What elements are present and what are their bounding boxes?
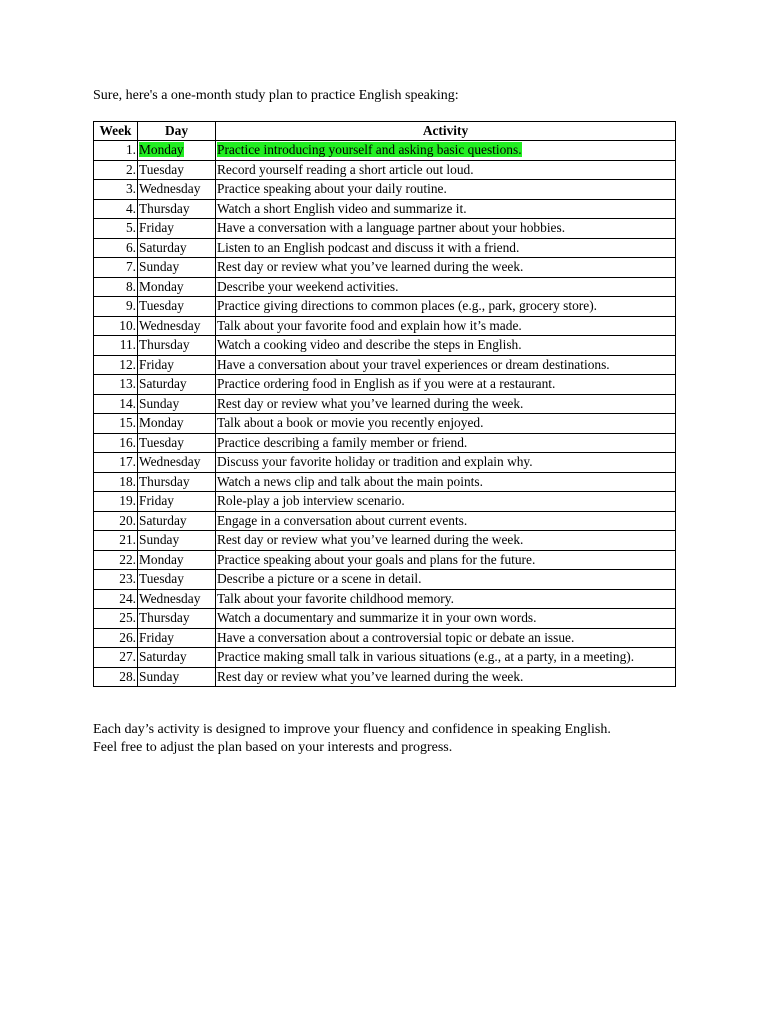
activity-cell: Listen to an English podcast and discuss it with a friend.	[216, 238, 676, 258]
week-cell: 20.	[94, 511, 138, 531]
highlighted-text: Practice introducing yourself and asking basic questions.	[217, 142, 522, 158]
table-row	[94, 648, 676, 668]
day-cell: Tuesday	[138, 570, 216, 590]
activity-cell: Record yourself reading a short article out loud.	[216, 160, 676, 180]
day-cell: Wednesday	[138, 589, 216, 609]
highlighted-text: Monday	[139, 142, 184, 158]
day-cell: Thursday	[138, 472, 216, 492]
week-cell: 5.	[94, 219, 138, 239]
table-row	[94, 550, 676, 570]
table-row	[94, 219, 676, 239]
activity-cell: Practice making small talk in various situations (e.g., at a party, in a meeting).	[216, 648, 676, 668]
activity-cell: Rest day or review what you’ve learned during the week.	[216, 394, 676, 414]
activity-cell: Practice ordering food in English as if you were at a restaurant.	[216, 375, 676, 395]
week-cell: 15.	[94, 414, 138, 434]
activity-cell: Discuss your favorite holiday or tradition and explain why.	[216, 453, 676, 473]
activity-cell: Talk about a book or movie you recently enjoyed.	[216, 414, 676, 434]
activity-cell: Have a conversation about a controversial topic or debate an issue.	[216, 628, 676, 648]
day-cell: Friday	[138, 219, 216, 239]
table-row	[94, 433, 676, 453]
activity-cell: Practice speaking about your goals and plans for the future.	[216, 550, 676, 570]
day-cell: Monday	[138, 414, 216, 434]
day-cell	[138, 141, 216, 161]
week-cell: 18.	[94, 472, 138, 492]
week-cell: 25.	[94, 609, 138, 629]
day-cell: Sunday	[138, 667, 216, 687]
table-row	[94, 414, 676, 434]
day-cell: Tuesday	[138, 297, 216, 317]
day-cell: Sunday	[138, 531, 216, 551]
day-cell: Saturday	[138, 375, 216, 395]
activity-cell: Describe your weekend activities.	[216, 277, 676, 297]
week-cell: 27.	[94, 648, 138, 668]
week-cell: 4.	[94, 199, 138, 219]
activity-cell: Watch a cooking video and describe the steps in English.	[216, 336, 676, 356]
week-cell: 2.	[94, 160, 138, 180]
table-row	[94, 277, 676, 297]
activity-cell: Talk about your favorite food and explain how it’s made.	[216, 316, 676, 336]
week-cell: 9.	[94, 297, 138, 317]
activity-cell: Engage in a conversation about current events.	[216, 511, 676, 531]
week-cell: 21.	[94, 531, 138, 551]
table-row	[94, 141, 676, 161]
table-row	[94, 180, 676, 200]
activity-cell: Have a conversation with a language partner about your hobbies.	[216, 219, 676, 239]
week-cell: 7.	[94, 258, 138, 278]
table-row	[94, 375, 676, 395]
table-row	[94, 570, 676, 590]
header-day: Day	[138, 122, 216, 141]
table-row	[94, 355, 676, 375]
week-cell: 16.	[94, 433, 138, 453]
table-row	[94, 336, 676, 356]
day-cell: Saturday	[138, 511, 216, 531]
activity-cell: Practice speaking about your daily routine.	[216, 180, 676, 200]
table-body	[94, 141, 676, 687]
day-cell: Wednesday	[138, 180, 216, 200]
week-cell: 26.	[94, 628, 138, 648]
activity-cell: Practice describing a family member or friend.	[216, 433, 676, 453]
study-plan-table	[93, 121, 676, 687]
table-row	[94, 511, 676, 531]
activity-cell: Watch a documentary and summarize it in your own words.	[216, 609, 676, 629]
table-row	[94, 199, 676, 219]
header-week: Week	[94, 122, 138, 141]
table-row	[94, 297, 676, 317]
day-cell: Thursday	[138, 609, 216, 629]
activity-cell: Rest day or review what you’ve learned during the week.	[216, 667, 676, 687]
activity-cell	[216, 141, 676, 161]
day-cell: Sunday	[138, 258, 216, 278]
activity-cell: Rest day or review what you’ve learned during the week.	[216, 531, 676, 551]
week-cell: 11.	[94, 336, 138, 356]
week-cell: 14.	[94, 394, 138, 414]
activity-cell: Role-play a job interview scenario.	[216, 492, 676, 512]
table-row	[94, 258, 676, 278]
day-cell: Saturday	[138, 238, 216, 258]
table-row	[94, 160, 676, 180]
header-activity: Activity	[216, 122, 676, 141]
table-row	[94, 238, 676, 258]
day-cell: Monday	[138, 277, 216, 297]
week-cell: 3.	[94, 180, 138, 200]
table-header-row	[94, 122, 676, 141]
table-row	[94, 667, 676, 687]
day-cell: Friday	[138, 628, 216, 648]
day-cell: Wednesday	[138, 316, 216, 336]
week-cell: 12.	[94, 355, 138, 375]
week-cell: 1.	[94, 141, 138, 161]
day-cell: Friday	[138, 355, 216, 375]
day-cell: Tuesday	[138, 160, 216, 180]
day-cell: Monday	[138, 550, 216, 570]
week-cell: 19.	[94, 492, 138, 512]
week-cell: 28.	[94, 667, 138, 687]
outro-line-1: Each day’s activity is designed to improve your fluency and confidence in speaking English.	[93, 722, 611, 737]
activity-cell: Watch a short English video and summarize it.	[216, 199, 676, 219]
activity-cell: Describe a picture or a scene in detail.	[216, 570, 676, 590]
table-row	[94, 453, 676, 473]
table-row	[94, 589, 676, 609]
table-row	[94, 316, 676, 336]
day-cell: Thursday	[138, 336, 216, 356]
table-row	[94, 609, 676, 629]
week-cell: 24.	[94, 589, 138, 609]
week-cell: 6.	[94, 238, 138, 258]
week-cell: 13.	[94, 375, 138, 395]
activity-cell: Watch a news clip and talk about the main points.	[216, 472, 676, 492]
week-cell: 23.	[94, 570, 138, 590]
week-cell: 8.	[94, 277, 138, 297]
activity-cell: Have a conversation about your travel experiences or dream destinations.	[216, 355, 676, 375]
outro-line-2: Feel free to adjust the plan based on your interests and progress.	[93, 740, 453, 755]
week-cell: 22.	[94, 550, 138, 570]
activity-cell: Rest day or review what you’ve learned during the week.	[216, 258, 676, 278]
activity-cell: Practice giving directions to common places (e.g., park, grocery store).	[216, 297, 676, 317]
day-cell: Friday	[138, 492, 216, 512]
day-cell: Thursday	[138, 199, 216, 219]
day-cell: Saturday	[138, 648, 216, 668]
table-row	[94, 472, 676, 492]
day-cell: Tuesday	[138, 433, 216, 453]
day-cell: Wednesday	[138, 453, 216, 473]
table-row	[94, 492, 676, 512]
table-row	[94, 628, 676, 648]
week-cell: 17.	[94, 453, 138, 473]
activity-cell: Talk about your favorite childhood memory.	[216, 589, 676, 609]
table-row	[94, 394, 676, 414]
intro-text: Sure, here's a one-month study plan to practice English speaking:	[93, 88, 459, 103]
outro-text	[93, 721, 703, 757]
day-cell: Sunday	[138, 394, 216, 414]
week-cell: 10.	[94, 316, 138, 336]
table-row	[94, 531, 676, 551]
